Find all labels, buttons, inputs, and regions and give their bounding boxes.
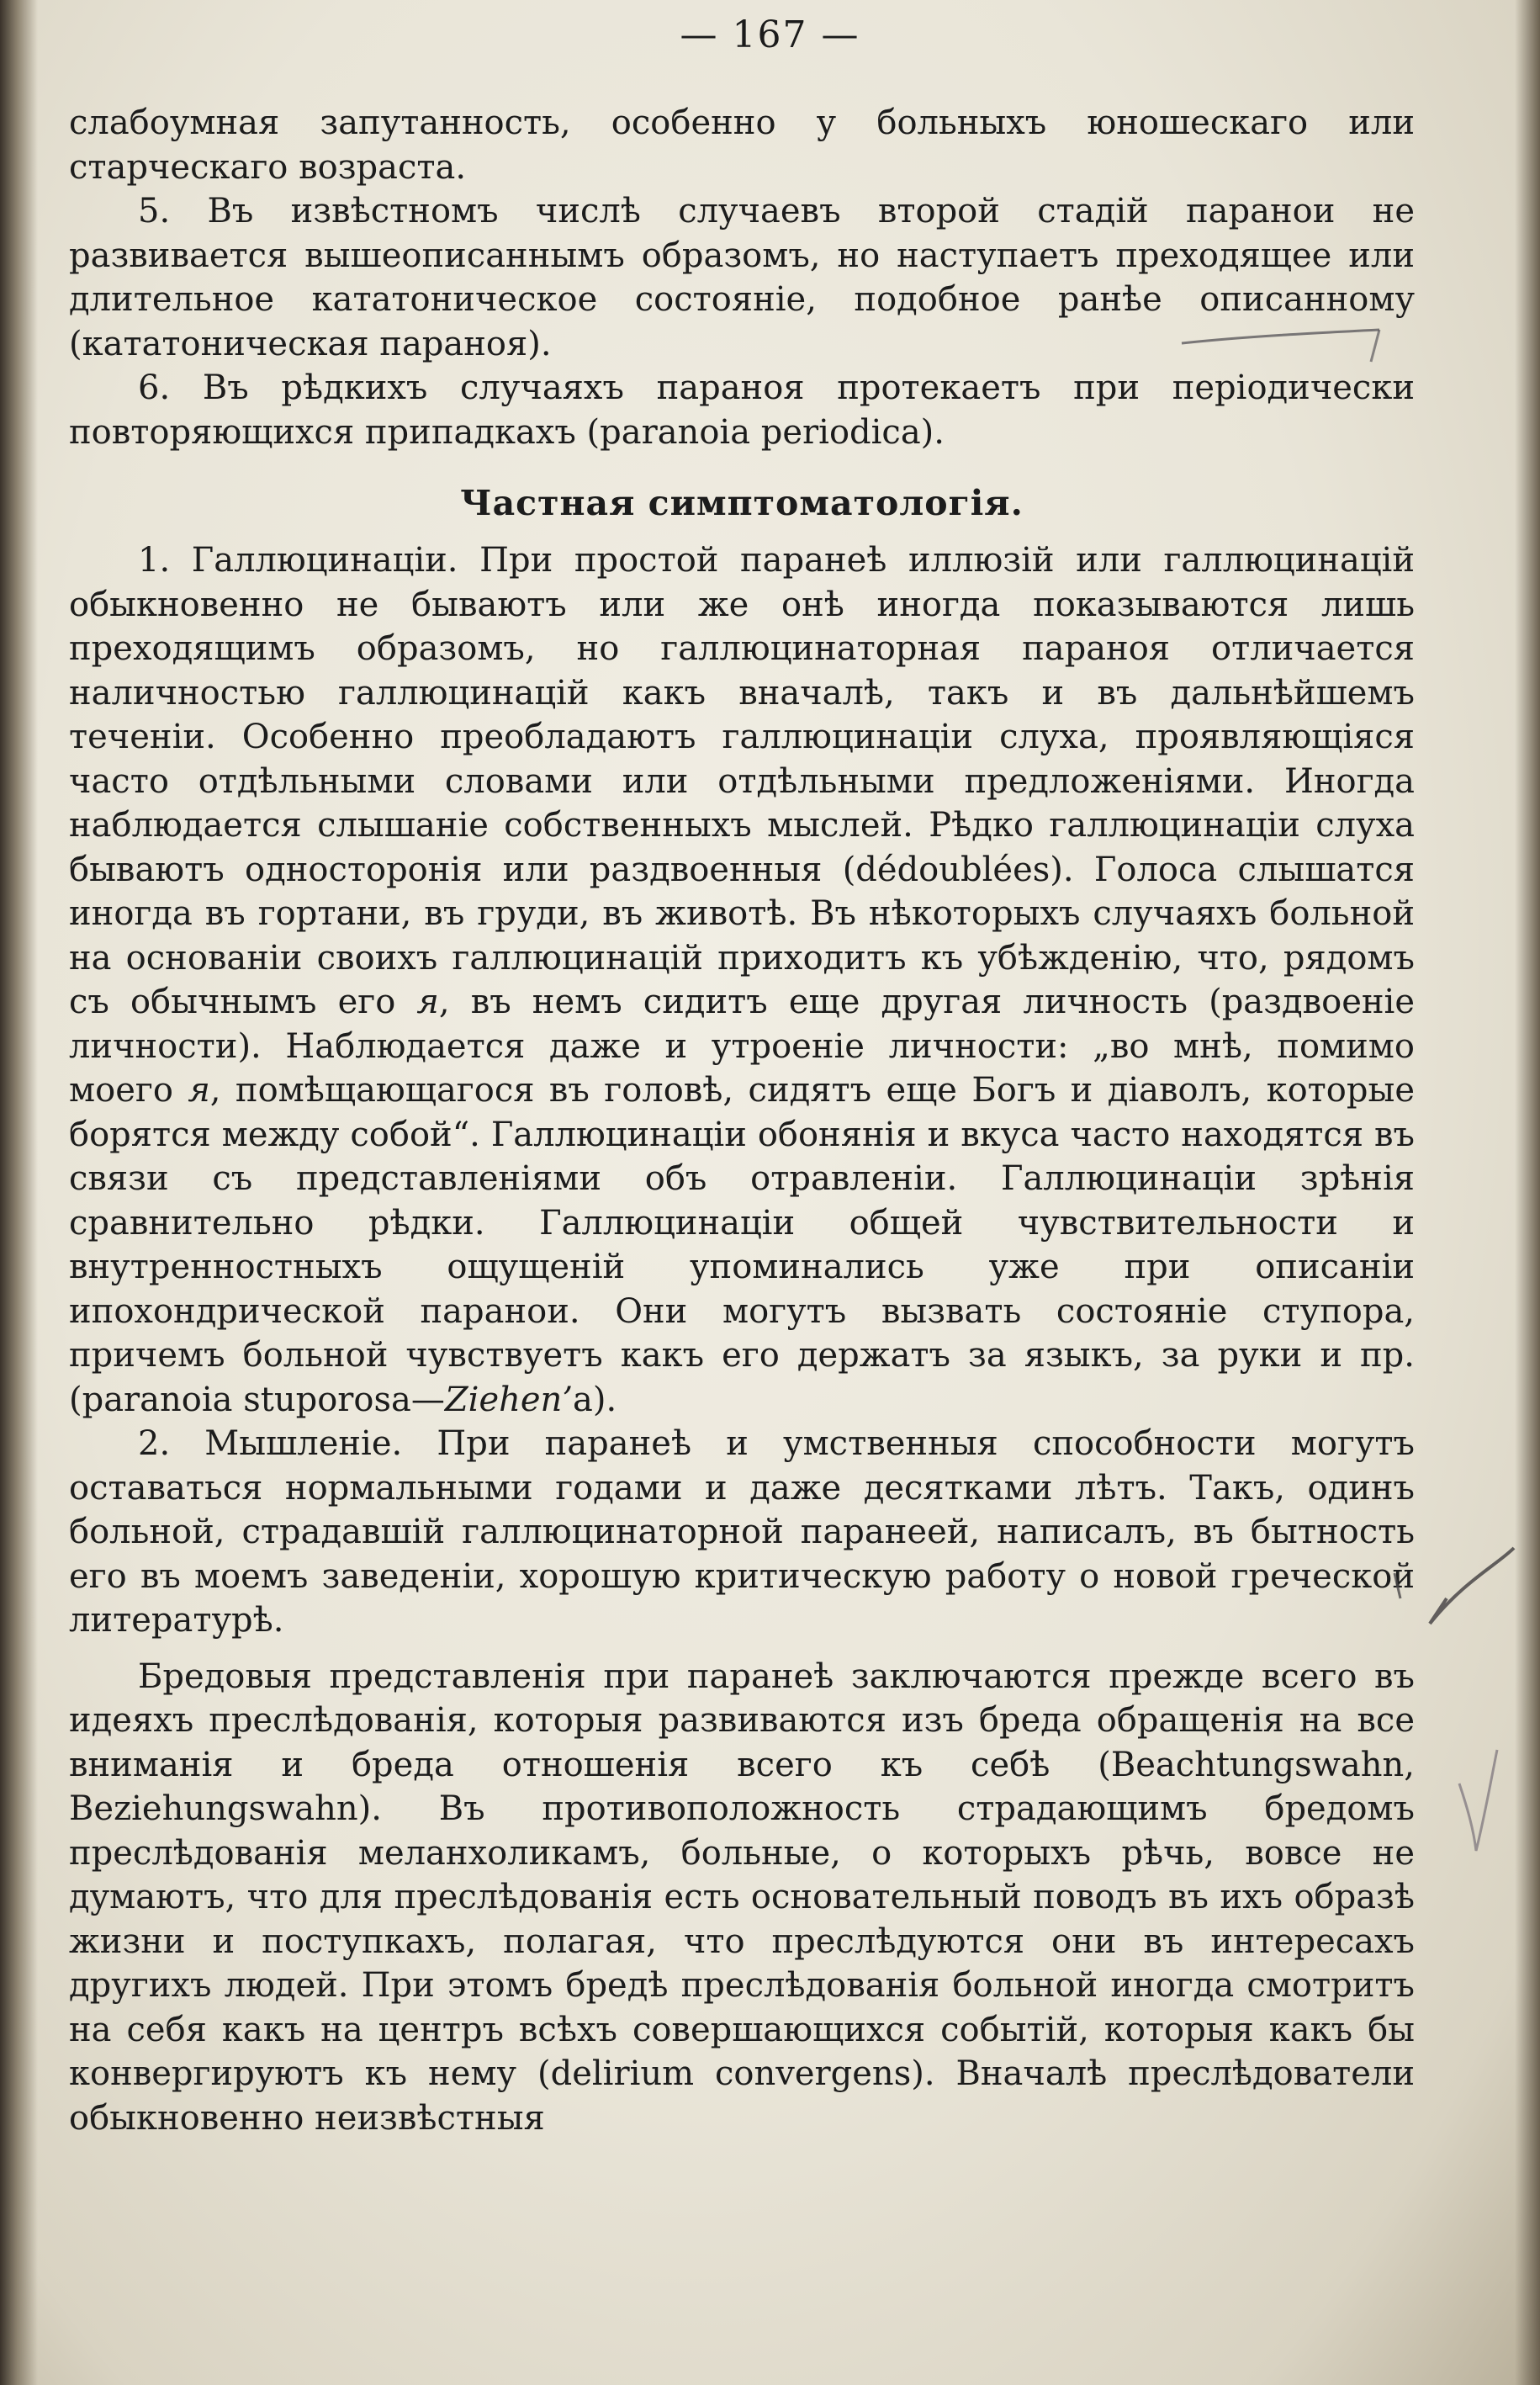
hallucinations-text-3: , помѣщающагося въ головѣ, сидятъ еще Богъ и діаволъ, которые борятся между собой“. Галлюцинаціи обонянія и вкуса часто находятся въ связи съ представленіями объ отравленіи. Галлюцинаціи зрѣнія сравнительно рѣдки. Галлюцинаціи общей чувствительности и внутренностныхъ ощущеній упоминались уже при описаніи ипохондрической паранои. Они могутъ вызвать состояніе ступора, причемъ больной чувствуетъ какъ его держатъ за языкъ, за руки и пр. (paranoia stuporosa—: [69, 1071, 1415, 1419]
hallucinations-text-1: 1. Галлюцинаціи. При простой паранеѣ иллюзій или галлюцинацій обыкновенно не бываютъ или же онѣ иногда показываются лишь преходящимъ образомъ, но галлюцинаторная параноя отличается наличностью галлюцинацій какъ вначалѣ, такъ и въ дальнѣйшемъ теченіи. Особенно преобладаютъ галлюцинаціи слуха, проявляющіяся часто отдѣльными словами или отдѣльными предложеніями. Иногда наблюдается слышаніе собственныхъ мыслей. Рѣдко галлюцинаціи слуха бываютъ односторонія или раздвоенныя (dédoublées). Голоса слышатся иногда въ гортани, въ груди, въ животѣ. Въ нѣкоторыхъ случаяхъ больной на основаніи своихъ галлюцинацій приходитъ къ убѣжденію, что, рядомъ съ обычнымъ его: [69, 541, 1415, 1021]
hallucinations-text-4: а).: [573, 1380, 617, 1419]
pencil-checkmark-2: [1459, 1750, 1497, 1851]
paragraph-hallucinations: [69, 538, 1415, 1422]
italic-ya-1: я: [416, 983, 439, 1021]
paragraph-continuation: слабоумная запутанность, особенно у больныхъ юношескаго или старческаго возраста.: [69, 103, 1415, 187]
page-gutter-shadow: [0, 0, 38, 2385]
paragraph-delusions: Бредовыя представленія при паранеѣ заключаются прежде всего въ идеяхъ преслѣдованія, которыя развиваются изъ бреда обращенія на все вниманія и бреда отношенія всего къ себѣ (Beachtungswahn, Beziehungswahn). Въ противоположность страдающимъ бредомъ преслѣдованія меланхоликамъ, больные, о которыхъ рѣчь, вовсе не думаютъ, что для преслѣдованія есть основательный поводъ въ ихъ образѣ жизни и поступкахъ, полагая, что преслѣдуются они въ интересахъ другихъ людей. При этомъ бредѣ преслѣдованія больной иногда смотритъ на себя какъ на центръ всѣхъ совершающихся событій, которыя какъ бы конвергируютъ къ нему (delirium convergens). Вначалѣ преслѣдователи обыкновенно неизвѣстныя: [69, 1656, 1415, 2138]
paragraph-item-6: 6. Въ рѣдкихъ случаяхъ параноя протекаетъ при періодически повторяющихся припадкахъ (paranoia periodica).: [69, 368, 1415, 452]
page-number: — 167 —: [680, 13, 860, 56]
author-name-ziehen: Ziehen’: [444, 1380, 574, 1419]
section-heading: Частная симптоматологія.: [460, 483, 1024, 523]
paragraph-thinking: 2. Мышленіе. При паранеѣ и умственныя способности могутъ оставаться нормальными годами и даже десятками лѣтъ. Такъ, одинъ больной, страдавшій галлюцинаторной паранеей, написалъ, въ бытность его въ моемъ заведеніи, хорошую критическую работу о новой греческой литературѣ.: [69, 1424, 1415, 1640]
page-edge-shadow: [1515, 0, 1540, 2385]
hallucinations-text-2: , въ немъ сидитъ еще другая личность (раздвоеніе личности). Наблюдается даже и утроеніе личности: „во мнѣ, помимо моего: [69, 983, 1415, 1110]
italic-ya-2: я: [188, 1071, 210, 1110]
page-body: [69, 101, 1415, 2140]
paragraph-item-5: 5. Въ извѣстномъ числѣ случаевъ второй стадій паранои не развивается вышеописаннымъ образомъ, но наступаетъ преходящее или длительное кататоническое состояніе, подобное ранѣе описанному (кататоническая параноя).: [69, 192, 1415, 363]
pencil-checkmark-1: [1430, 1548, 1514, 1624]
